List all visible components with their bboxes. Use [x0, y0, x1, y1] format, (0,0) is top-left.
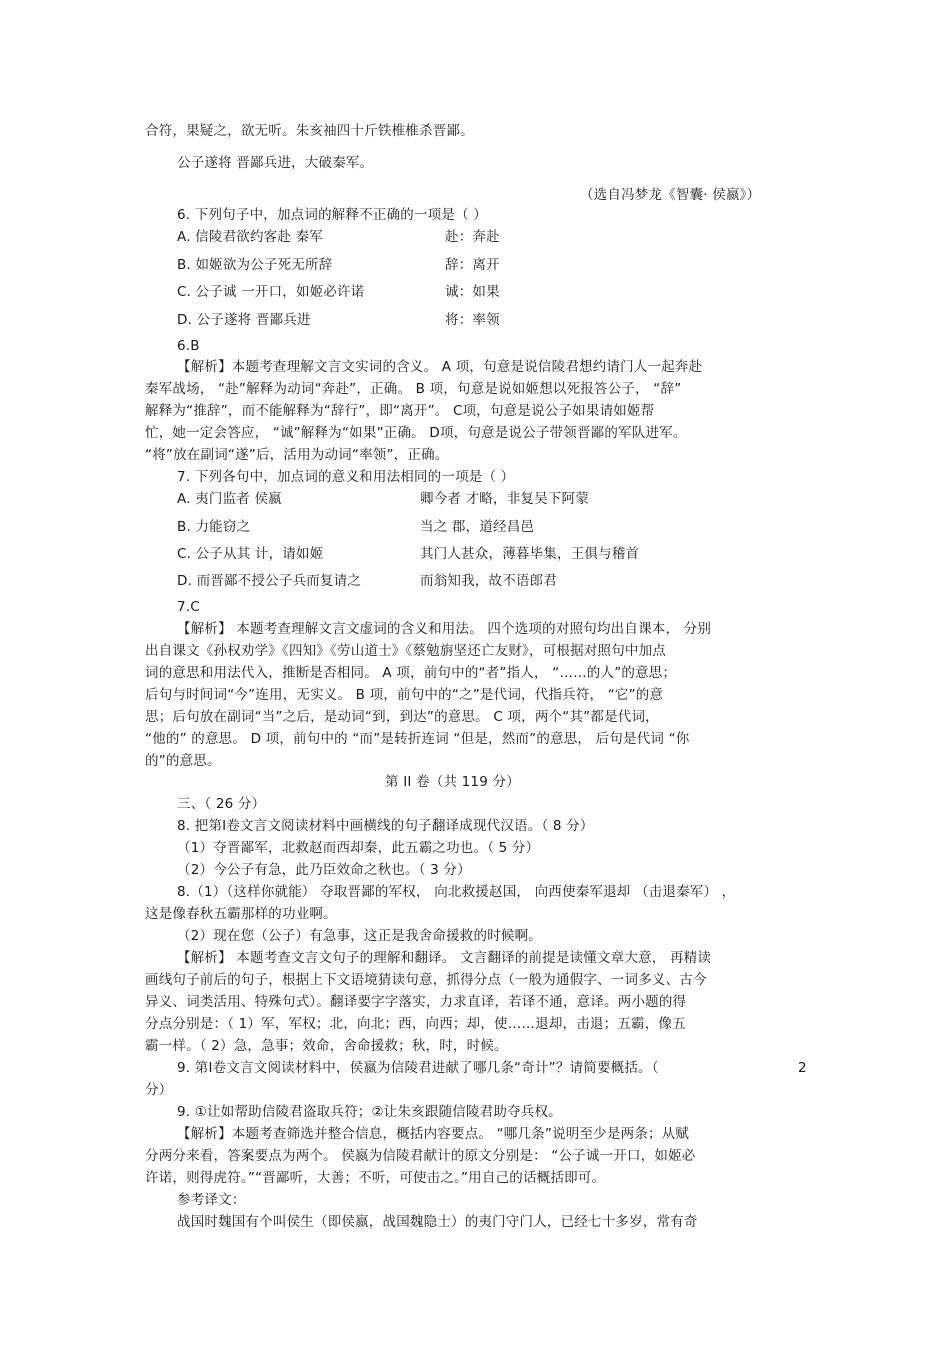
- question-6: 6. 下列句子中，加点词的解释不正确的一项是（ ）: [177, 207, 487, 223]
- analysis-line: 画线句子前后的句子，根据上下文语境猜读句意，抓得分点（一般为通假字、一词多义、古今: [145, 972, 707, 988]
- question-8: 8. 把第Ⅰ卷文言文阅读材料中画横线的句子翻译成现代汉语。（ 8 分）: [177, 818, 594, 834]
- analysis-line: 分点分别是：（ 1）军，军权；北，向北；西，向西；却，使……退却，击退；五霸，像五: [145, 1016, 686, 1032]
- option-b-sentence: B. 力能窃之: [177, 519, 251, 535]
- section-heading: 三、（ 26 分）: [177, 796, 266, 812]
- question-9-score: 2: [798, 1060, 807, 1076]
- option-a-gloss: 赴：奔赴: [445, 229, 500, 245]
- analysis-line: 【解析】本题考查筛选并整合信息，概括内容要点。 “哪几条”说明至少是两条；从赋: [177, 1126, 690, 1142]
- analysis-line: 异义、词类活用、特殊句式）。翻译要字字落实，力求直译，若译不通，意译。两小题的得: [145, 994, 687, 1010]
- analysis-line: 【解析】 本题考查理解文言文虚词的含义和用法。 四个选项的对照句均出自课本， 分别: [177, 621, 712, 637]
- text-line: 公子遂将 晋鄙兵进，大破秦军。: [177, 155, 374, 171]
- answer-9: 9. ①让如帮助信陵君盗取兵符；②让朱亥跟随信陵君助夺兵权。: [177, 1104, 562, 1120]
- option-a-compare: 卿今者 才略，非复吴下阿蒙: [420, 491, 589, 507]
- analysis-line: 思；后句放在副词“当”之后，是动词“到，到达”的意思。 C 项，两个“其”都是代词，: [145, 709, 659, 725]
- source-citation: （选自冯梦龙《智囊· 侯嬴》）: [580, 187, 761, 203]
- analysis-line: 许诺，则得虎符。”“晋鄙听，大善；不听，可使击之。”用自己的话概括即可。: [145, 1170, 606, 1186]
- option-d-sentence: D. 公子遂将 晋鄙兵进: [177, 312, 311, 328]
- option-b-gloss: 辞：离开: [445, 257, 500, 273]
- analysis-line: “将”放在副词“遂”后，活用为动词“率领”，正确。: [145, 447, 449, 463]
- answer-8: （2）现在您（公子）有急事，这正是我舍命援救的时候啊。: [177, 928, 542, 944]
- option-d-gloss: 将：率领: [445, 312, 500, 328]
- answer-8: 这是像春秋五霸那样的功业啊。: [145, 906, 337, 922]
- analysis-line: 分两分来看，答案要点为两个。 侯嬴为信陵君献计的原文分别是： “公子诚一开口，如姬必: [145, 1148, 696, 1164]
- translation-heading: 参考译文：: [177, 1192, 246, 1208]
- option-c-compare: 其门人甚众，薄暮毕集，王俱与稽首: [420, 546, 640, 562]
- question-8-part-1: （1）夺晋鄙军，北救赵而西却秦，此五霸之功也。（ 5 分）: [177, 840, 540, 856]
- translation-line: 战国时魏国有个叫侯生（即侯嬴，战国魏隐士）的夷门守门人，已经七十多岁，常有奇: [177, 1214, 698, 1230]
- analysis-line: “他的” 的意思。 D 项，前句中的 “而”是转折连词 “但是，然而”的意思， 后句是代词 “你: [145, 731, 690, 747]
- question-7: 7. 下列各句中，加点词的意义和用法相同的一项是（ ）: [177, 469, 515, 485]
- option-c-sentence: C. 公子诚 一开口，如姬必许诺: [177, 284, 365, 300]
- option-d-compare: 而翁知我，故不语郎君: [420, 573, 557, 589]
- option-d-sentence: D. 而晋鄙不授公子兵而复请之: [177, 573, 361, 589]
- analysis-line: 霸一样。（ 2）急，急事；效命，舍命援救；秋，时，时候。: [145, 1038, 508, 1054]
- option-b-compare: 当之 郡，道经昌邑: [420, 519, 535, 535]
- analysis-line: 出自课文《孙权劝学》《四知》《劳山道士》《蔡勉旃坚还亡友财》，可根据对照句中加点: [145, 643, 666, 659]
- option-c-sentence: C. 公子从其 计，请如姬: [177, 546, 324, 562]
- option-a-sentence: A. 信陵君欲约客赴 秦军: [177, 229, 323, 245]
- option-b-sentence: B. 如姬欲为公子死无所辞: [177, 257, 333, 273]
- question-9: 分）: [145, 1082, 173, 1098]
- analysis-line: 后句与时间词“今”连用，无实义。 B 项，前句中的“之”是代词，代指兵符， “它”的意: [145, 687, 664, 703]
- answer-8: 8.（1）（这样你就能） 夺取晋鄙的军权， 向北救援赵国， 向西使秦军退却 （击退秦军） ，: [177, 884, 736, 900]
- analysis-line: 解释为“推辞”，而不能解释为“辞行”，即“离开”。 C项，句意是说公子如果请如姬帮: [145, 403, 655, 419]
- analysis-line: 【解析】本题考查理解文言文实词的含义。 A 项，句意是说信陵君想约请门人一起奔赴: [177, 359, 703, 375]
- question-9: 9. 第Ⅰ卷文言文阅读材料中，侯嬴为信陵君进献了哪几条“奇计”？请简要概括。（: [177, 1060, 659, 1076]
- section-title: 第 II 卷（共 119 分）: [385, 774, 520, 790]
- analysis-line: 的”的意思。: [145, 753, 221, 769]
- text-line: 合符，果疑之，欲无听。朱亥袖四十斤铁椎椎杀晋鄙。: [145, 123, 474, 139]
- analysis-line: 忙，她一定会答应， “诚”解释为“如果”正确。 D项，句意是说公子带领晋鄙的军队进军。: [145, 425, 687, 441]
- option-c-gloss: 诚：如果: [445, 284, 500, 300]
- analysis-line: 词的意思和用法代入，推断是否相同。 A 项，前句中的“者”指人， “……的人”的意思；: [145, 665, 677, 681]
- answer-7: 7.C: [177, 599, 200, 615]
- analysis-line: 秦军战场， “赴”解释为动词“奔赴”，正确。 B 项，句意是说如姬想以死报答公子， “辞”: [145, 381, 682, 397]
- option-a-sentence: A. 夷门监者 侯嬴: [177, 491, 282, 507]
- question-8-part-2: （2）今公子有急，此乃臣效命之秋也。（ 3 分）: [177, 862, 471, 878]
- answer-6: 6.B: [177, 338, 200, 354]
- analysis-line: 【解析】 本题考查文言文句子的理解和翻译。 文言翻译的前提是读懂文章大意， 再精读: [177, 950, 712, 966]
